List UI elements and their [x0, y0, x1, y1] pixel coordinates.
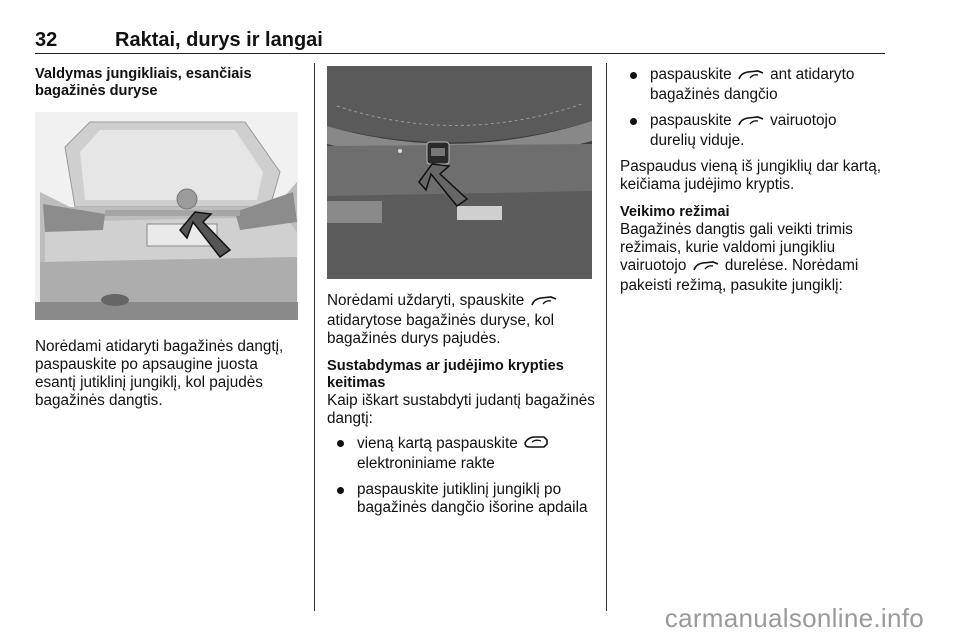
- bullet-dot: [630, 72, 637, 79]
- bullet-text-end: elektroniniame rakte: [357, 455, 495, 472]
- section-heading: Valdymas jungikliais, esančiais bagažinės duryse: [35, 66, 252, 99]
- stop-heading: Sustabdymas ar judėjimo krypties keitimas: [327, 358, 564, 391]
- close-instruction: [327, 292, 595, 348]
- bullet-text-start: vieną kartą paspauskite: [357, 435, 518, 452]
- column-1-text: [35, 338, 301, 410]
- list-item: [327, 434, 595, 473]
- bullet-text-start: paspauskite: [650, 66, 732, 83]
- page-number: 32: [35, 29, 58, 51]
- car-rear-illustration: [35, 112, 298, 320]
- tailgate-switch-illustration: [327, 66, 592, 279]
- watermark: carmanualsonline.info: [664, 603, 924, 633]
- close-instruction-start: Norėdami uždaryti, spauskite: [327, 292, 525, 309]
- bullet-dot: [337, 440, 344, 447]
- page-header: [35, 27, 885, 54]
- bullet-dot: [337, 487, 344, 494]
- bullet-text-start: paspauskite: [650, 112, 732, 129]
- column-2-text: [327, 292, 595, 525]
- column-divider-left: [314, 63, 315, 611]
- column-divider-right: [606, 63, 607, 611]
- modes-text-start: Bagažinės dangtis gali veikti trimis režimais, kurie valdomi jungikliu vairuotojo: [620, 221, 853, 274]
- direction-change-text: Paspaudus vieną iš jungiklių dar kartą, keičiama judėjimo kryptis.: [620, 158, 882, 193]
- bullet-dot: [630, 118, 637, 125]
- column-1: [35, 66, 301, 100]
- modes-text-end: durelėse. Norėdami pakeisti režimą, pasukite jungiklį:: [620, 257, 859, 294]
- open-instruction: Norėdami atidaryti bagažinės dangtį, paspauskite po apsaugine juosta esantį jutiklinį jungiklį, kol pajudės bagažinės dangtis.: [35, 338, 284, 409]
- tailgate-icon: [738, 114, 764, 132]
- list-item: [620, 112, 885, 150]
- chapter-title: Raktai, durys ir langai: [115, 29, 323, 51]
- column-3-text: [620, 66, 885, 295]
- bullet-text-end: vairuotojo durelių viduje.: [650, 112, 837, 149]
- stop-bullets: [327, 434, 595, 517]
- key-tailgate-icon: [524, 434, 548, 455]
- tailgate-icon: [738, 68, 764, 86]
- modes-heading: Veikimo režimai: [620, 204, 730, 220]
- modes-text: [620, 221, 885, 295]
- close-instruction-end: atidarytose bagažinės duryse, kol bagažinės durys pajudės.: [327, 312, 555, 347]
- tailgate-icon: [531, 294, 557, 312]
- stop-intro: Kaip iškart sustabdyti judantį bagažinės dangtį:: [327, 392, 595, 427]
- bullet-text: paspauskite jutiklinį jungiklį po bagažinės dangčio išorine apdaila: [357, 481, 588, 516]
- tailgate-icon: [693, 259, 719, 277]
- more-bullets: [620, 66, 885, 150]
- bullet-text-end: ant atidaryto bagažinės dangčio: [650, 66, 855, 103]
- list-item: [327, 481, 595, 517]
- list-item: [620, 66, 885, 104]
